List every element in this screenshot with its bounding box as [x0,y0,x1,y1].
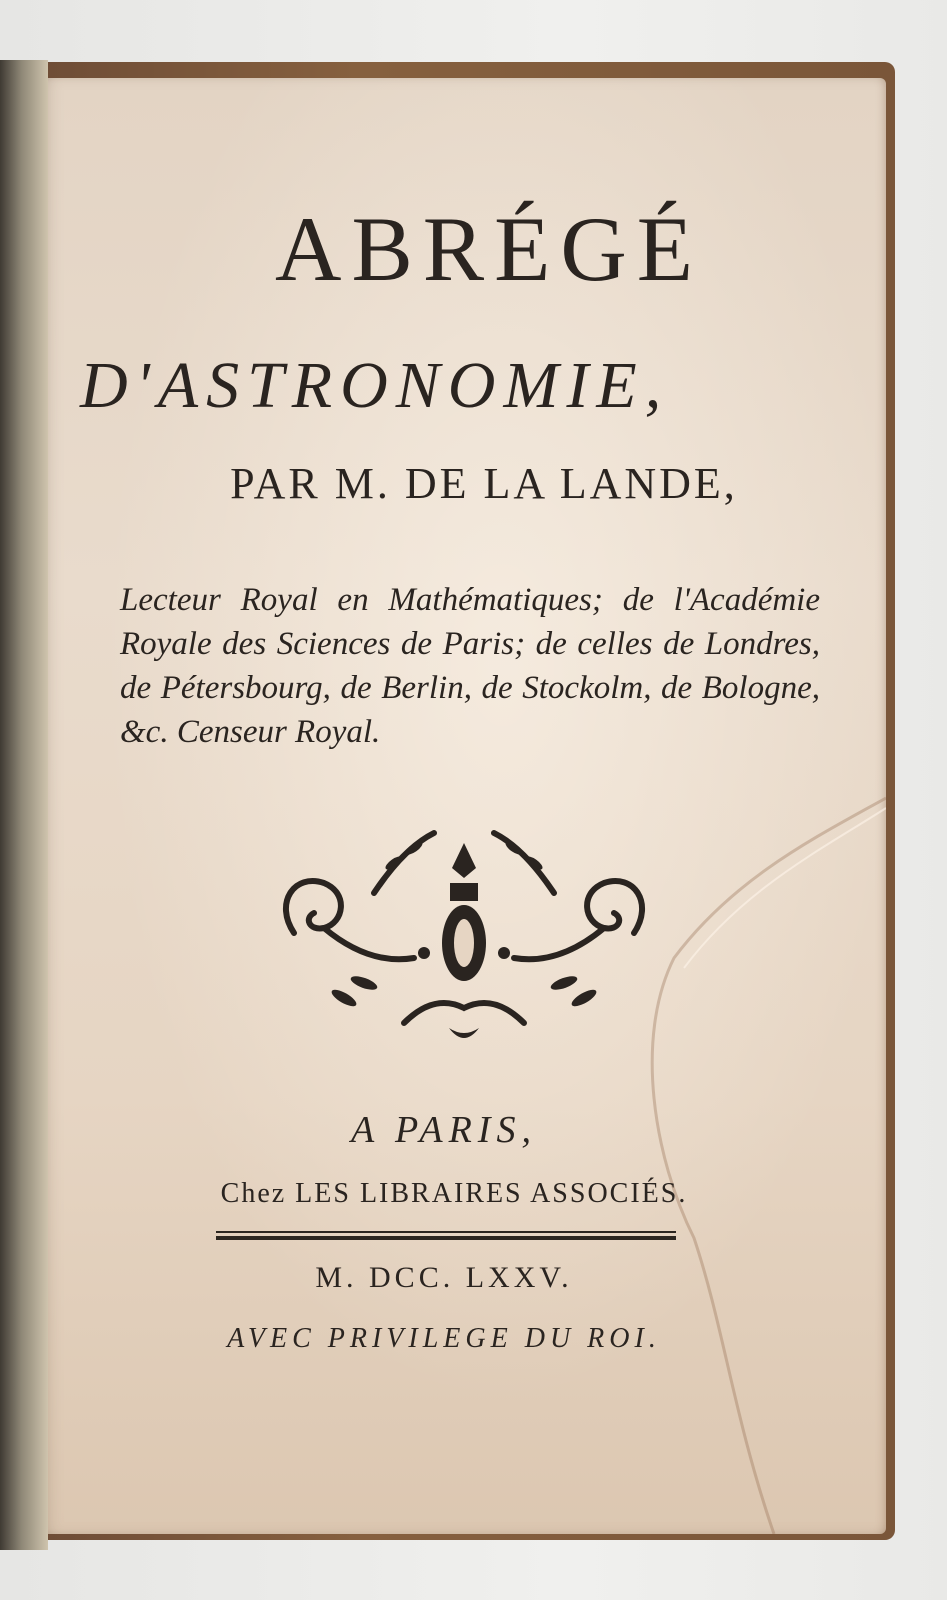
imprint-publisher: Chez LES LIBRAIRES ASSOCIÉS. [220,1178,688,1209]
imprint-city: A PARIS, [351,1109,537,1151]
book-gutter [0,60,48,1550]
book-subtitle: D'ASTRONOMIE, [80,349,670,422]
publication-year: M. DCC. LXXV. [315,1261,573,1294]
royal-privilege-line: AVEC PRIVILEGE DU ROI. [227,1323,661,1354]
book-title: ABRÉGÉ [275,198,703,300]
author-credentials: Lecteur Royal en Mathématiques; de l'Académie Royale des Sciences de Paris; de celles de Londres, de Pétersbourg, de Berlin, de Stockolm, de Bologne, &c. Censeur Royal. [120,582,820,750]
title-page [34,78,886,1534]
double-rule-divider [216,1231,676,1241]
author-line: PAR M. DE LA LANDE, [230,459,738,508]
printer-ornament-icon [254,823,674,1053]
